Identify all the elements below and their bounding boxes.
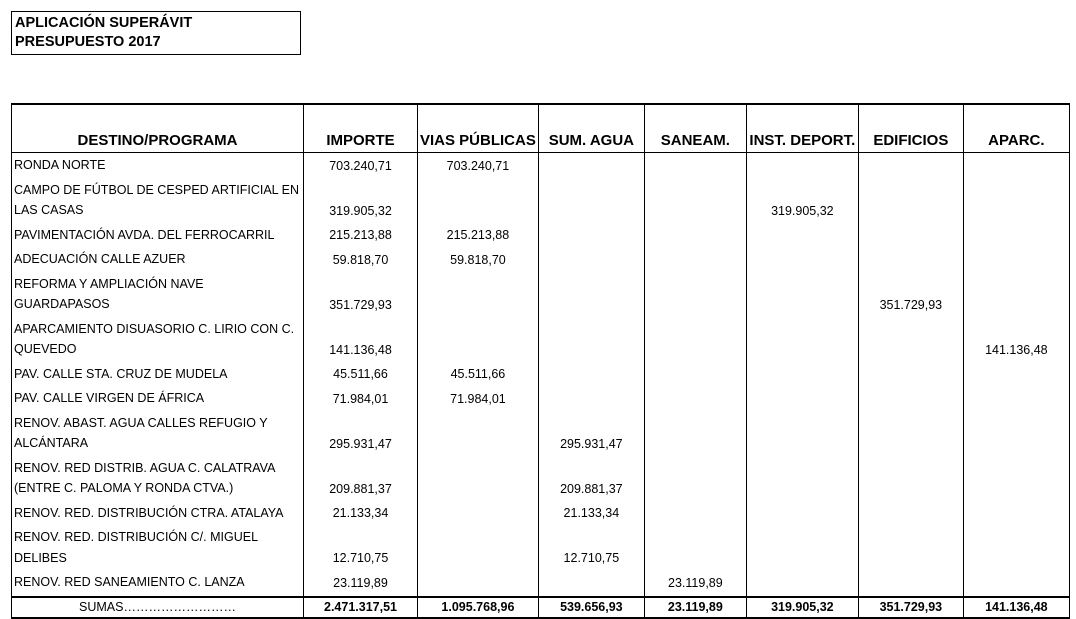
- cell-destino: CAMPO DE FÚTBOL DE CESPED ARTIFICIAL EN LAS CASAS: [12, 178, 304, 223]
- cell-vias-publicas: 59.818,70: [418, 247, 539, 272]
- cell-saneam: 23.119,89: [644, 570, 746, 597]
- cell-aparc: [963, 525, 1069, 570]
- cell-inst-deport: [746, 386, 858, 411]
- cell-aparc: 141.136,48: [963, 317, 1069, 362]
- cell-aparc: [963, 153, 1069, 178]
- cell-sum-agua: [538, 153, 644, 178]
- cell-destino: APARCAMIENTO DISUASORIO C. LIRIO CON C. QUEVEDO: [12, 317, 304, 362]
- cell-edificios: [858, 178, 963, 223]
- cell-inst-deport: [746, 317, 858, 362]
- cell-destino: RONDA NORTE: [12, 153, 304, 178]
- cell-inst-deport: 319.905,32: [746, 178, 858, 223]
- cell-aparc: [963, 247, 1069, 272]
- table-row: [12, 223, 1070, 248]
- cell-inst-deport: [746, 525, 858, 570]
- cell-importe: 141.136,48: [304, 317, 418, 362]
- cell-saneam: [644, 362, 746, 387]
- cell-vias-publicas: 215.213,88: [418, 223, 539, 248]
- cell-importe: 703.240,71: [304, 153, 418, 178]
- cell-destino: RENOV. RED. DISTRIBUCIÓN CTRA. ATALAYA: [12, 501, 304, 526]
- cell-importe: 45.511,66: [304, 362, 418, 387]
- table-row: [12, 525, 1070, 570]
- header-aparc: APARC.: [963, 104, 1069, 153]
- cell-inst-deport: [746, 153, 858, 178]
- header-inst-deport: INST. DEPORT.: [746, 104, 858, 153]
- cell-destino: ADECUACIÓN CALLE AZUER: [12, 247, 304, 272]
- cell-vias-publicas: [418, 570, 539, 597]
- cell-sum-agua: [538, 178, 644, 223]
- cell-inst-deport: [746, 272, 858, 317]
- cell-vias-publicas: [418, 272, 539, 317]
- cell-vias-publicas: [418, 456, 539, 501]
- title-line-2: PRESUPUESTO 2017: [15, 34, 161, 50]
- cell-edificios: [858, 501, 963, 526]
- totals-label: SUMAS………………………: [12, 597, 304, 618]
- cell-edificios: [858, 570, 963, 597]
- totals-row: [12, 597, 1070, 618]
- cell-aparc: [963, 272, 1069, 317]
- cell-edificios: [858, 411, 963, 456]
- header-edificios: EDIFICIOS: [858, 104, 963, 153]
- total-importe: 2.471.317,51: [304, 597, 418, 618]
- header-destino: DESTINO/PROGRAMA: [12, 104, 304, 153]
- header-saneam: SANEAM.: [644, 104, 746, 153]
- total-edificios: 351.729,93: [858, 597, 963, 618]
- cell-vias-publicas: [418, 525, 539, 570]
- cell-importe: 59.818,70: [304, 247, 418, 272]
- cell-edificios: [858, 153, 963, 178]
- cell-saneam: [644, 272, 746, 317]
- cell-destino: PAVIMENTACIÓN AVDA. DEL FERROCARRIL: [12, 223, 304, 248]
- cell-aparc: [963, 178, 1069, 223]
- header-row: [12, 104, 1070, 153]
- cell-sum-agua: [538, 247, 644, 272]
- table-row: [12, 317, 1070, 362]
- cell-importe: 351.729,93: [304, 272, 418, 317]
- cell-vias-publicas: [418, 317, 539, 362]
- cell-sum-agua: [538, 317, 644, 362]
- table-row: [12, 411, 1070, 456]
- table-row: [12, 247, 1070, 272]
- header-sum-agua: SUM. AGUA: [538, 104, 644, 153]
- cell-importe: 209.881,37: [304, 456, 418, 501]
- cell-sum-agua: [538, 223, 644, 248]
- table-row: [12, 178, 1070, 223]
- cell-edificios: [858, 223, 963, 248]
- cell-saneam: [644, 411, 746, 456]
- cell-importe: 295.931,47: [304, 411, 418, 456]
- cell-importe: 21.133,34: [304, 501, 418, 526]
- table-row: [12, 456, 1070, 501]
- cell-aparc: [963, 411, 1069, 456]
- cell-saneam: [644, 247, 746, 272]
- cell-sum-agua: [538, 272, 644, 317]
- cell-saneam: [644, 386, 746, 411]
- cell-aparc: [963, 386, 1069, 411]
- cell-vias-publicas: 703.240,71: [418, 153, 539, 178]
- cell-inst-deport: [746, 223, 858, 248]
- total-aparc: 141.136,48: [963, 597, 1069, 618]
- table-row: [12, 386, 1070, 411]
- cell-saneam: [644, 223, 746, 248]
- cell-saneam: [644, 178, 746, 223]
- header-vias-publicas: VIAS PÚBLICAS: [418, 104, 539, 153]
- cell-saneam: [644, 317, 746, 362]
- cell-vias-publicas: 71.984,01: [418, 386, 539, 411]
- cell-destino: PAV. CALLE STA. CRUZ DE MUDELA: [12, 362, 304, 387]
- cell-importe: 23.119,89: [304, 570, 418, 597]
- table-row: [12, 570, 1070, 597]
- cell-vias-publicas: [418, 178, 539, 223]
- cell-destino: RENOV. RED. DISTRIBUCIÓN C/. MIGUEL DELIBES: [12, 525, 304, 570]
- cell-vias-publicas: 45.511,66: [418, 362, 539, 387]
- cell-inst-deport: [746, 411, 858, 456]
- cell-edificios: [858, 386, 963, 411]
- cell-inst-deport: [746, 456, 858, 501]
- cell-destino: REFORMA Y AMPLIACIÓN NAVE GUARDAPASOS: [12, 272, 304, 317]
- cell-edificios: 351.729,93: [858, 272, 963, 317]
- cell-sum-agua: [538, 386, 644, 411]
- cell-destino: RENOV. RED DISTRIB. AGUA C. CALATRAVA (ENTRE C. PALOMA Y RONDA CTVA.): [12, 456, 304, 501]
- cell-sum-agua: [538, 362, 644, 387]
- table-row: [12, 153, 1070, 178]
- cell-sum-agua: 295.931,47: [538, 411, 644, 456]
- cell-saneam: [644, 153, 746, 178]
- cell-inst-deport: [746, 570, 858, 597]
- cell-saneam: [644, 501, 746, 526]
- cell-destino: PAV. CALLE VIRGEN DE ÁFRICA: [12, 386, 304, 411]
- cell-destino: RENOV. ABAST. AGUA CALLES REFUGIO Y ALCÁNTARA: [12, 411, 304, 456]
- cell-edificios: [858, 247, 963, 272]
- cell-importe: 71.984,01: [304, 386, 418, 411]
- cell-inst-deport: [746, 501, 858, 526]
- total-sum-agua: 539.656,93: [538, 597, 644, 618]
- cell-saneam: [644, 525, 746, 570]
- cell-aparc: [963, 501, 1069, 526]
- cell-aparc: [963, 223, 1069, 248]
- cell-importe: 12.710,75: [304, 525, 418, 570]
- cell-destino: RENOV. RED SANEAMIENTO C. LANZA: [12, 570, 304, 597]
- cell-edificios: [858, 456, 963, 501]
- header-importe: IMPORTE: [304, 104, 418, 153]
- cell-aparc: [963, 570, 1069, 597]
- cell-aparc: [963, 362, 1069, 387]
- cell-inst-deport: [746, 247, 858, 272]
- title-line-1: APLICACIÓN SUPERÁVIT: [15, 15, 193, 31]
- table-row: [12, 272, 1070, 317]
- budget-table: [11, 103, 1070, 619]
- total-saneam: 23.119,89: [644, 597, 746, 618]
- cell-inst-deport: [746, 362, 858, 387]
- document-title: [11, 11, 301, 55]
- cell-sum-agua: 209.881,37: [538, 456, 644, 501]
- cell-aparc: [963, 456, 1069, 501]
- total-inst-deport: 319.905,32: [746, 597, 858, 618]
- total-vias-publicas: 1.095.768,96: [418, 597, 539, 618]
- cell-vias-publicas: [418, 411, 539, 456]
- cell-edificios: [858, 317, 963, 362]
- cell-sum-agua: 21.133,34: [538, 501, 644, 526]
- cell-sum-agua: 12.710,75: [538, 525, 644, 570]
- cell-vias-publicas: [418, 501, 539, 526]
- cell-sum-agua: [538, 570, 644, 597]
- cell-importe: 215.213,88: [304, 223, 418, 248]
- cell-edificios: [858, 362, 963, 387]
- table-row: [12, 362, 1070, 387]
- cell-importe: 319.905,32: [304, 178, 418, 223]
- cell-edificios: [858, 525, 963, 570]
- table-row: [12, 501, 1070, 526]
- cell-saneam: [644, 456, 746, 501]
